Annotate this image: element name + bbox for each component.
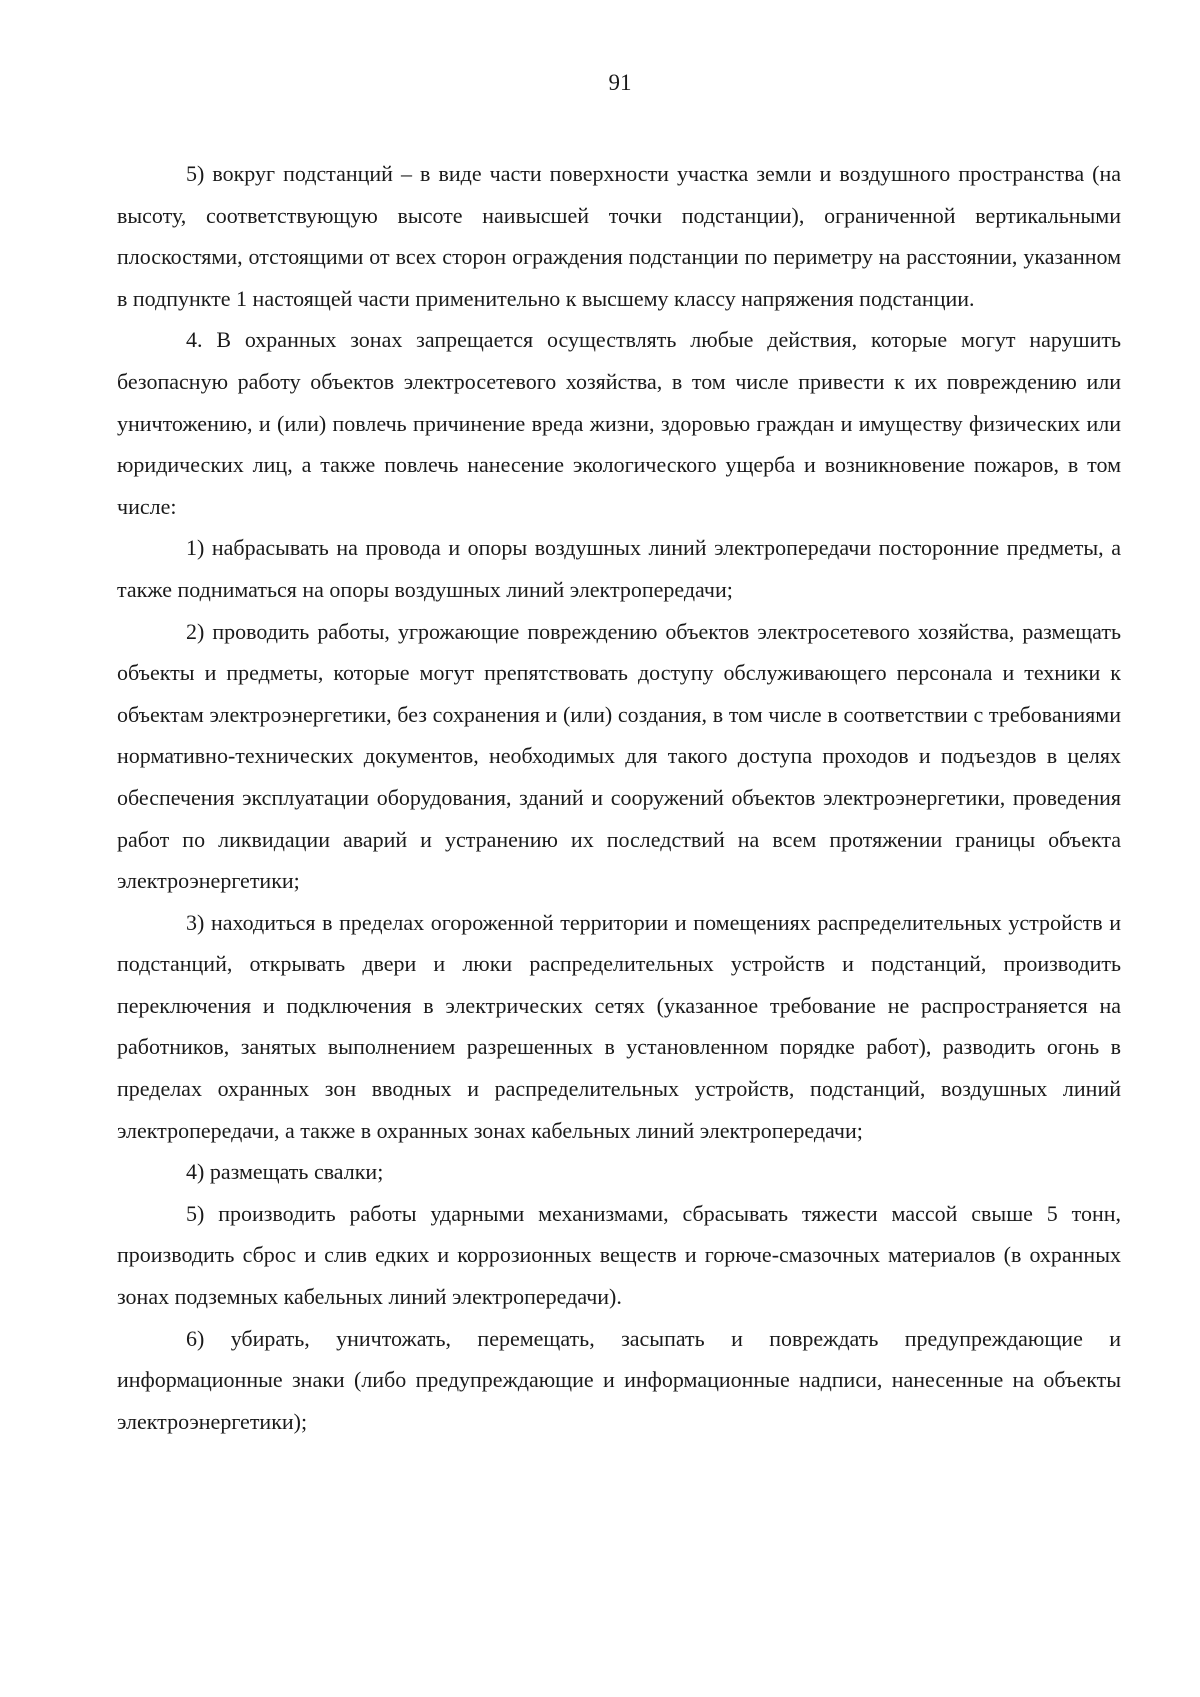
document-body bbox=[117, 153, 1121, 1442]
paragraph-item-3: 3) находиться в пределах огороженной территории и помещениях распределительных устройств и подстанций, открывать двери и люки распределительных устройств и подстанций, производить переключения и подключения в электрических сетях (указанное требование не распространяется на работников, занятых выполнением разрешенных в установленном порядке работ), разводить огонь в пределах охранных зон вводных и распределительных устройств, подстанций, воздушных линий электропередачи, а также в охранных зонах кабельных линий электропередачи; bbox=[117, 909, 1121, 1143]
paragraph-item-1: 1) набрасывать на провода и опоры воздушных линий электропередачи посторонние предметы, а также подниматься на опоры воздушных линий электропередачи; bbox=[117, 535, 1121, 602]
paragraph-item-6: 6) убирать, уничтожать, перемещать, засыпать и повреждать предупреждающие и информационные знаки (либо предупреждающие и информационные надписи, нанесенные на объекты электроэнергетики); bbox=[117, 1325, 1121, 1434]
paragraph-prohibitions-intro: 4. В охранных зонах запрещается осуществлять любые действия, которые могут нарушить безопасную работу объектов электросетевого хозяйства, в том числе привести к их повреждению или уничтожению, и (или) повлечь причинение вреда жизни, здоровью граждан и имуществу физических или юридических лиц, а также повлечь нанесение экологического ущерба и возникновение пожаров, в том числе: bbox=[117, 327, 1121, 519]
paragraph-substations-zone: 5) вокруг подстанций – в виде части поверхности участка земли и воздушного пространства (на высоту, соответствующую высоте наивысшей точки подстанции), ограниченной вертикальными плоскостями, отстоящими от всех сторон ограждения подстанции по периметру на расстоянии, указанном в подпункте 1 настоящей части применительно к высшему классу напряжения подстанции. bbox=[117, 161, 1121, 311]
paragraph-item-4: 4) размещать свалки; bbox=[186, 1159, 384, 1185]
paragraph-item-2: 2) проводить работы, угрожающие повреждению объектов электросетевого хозяйства, размещать объекты и предметы, которые могут препятствовать доступу обслуживающего персонала и техники к объектам электроэнергетики, без сохранения и (или) создания, в том числе в соответствии с требованиями нормативно-технических документов, необходимых для такого доступа проходов и подъездов в целях обеспечения эксплуатации оборудования, зданий и сооружений объектов электроэнергетики, проведения работ по ликвидации аварий и устранению их последствий на всем протяжении границы объекта электроэнергетики; bbox=[117, 618, 1121, 894]
page-number: 91 bbox=[608, 70, 632, 95]
paragraph-item-5: 5) производить работы ударными механизмами, сбрасывать тяжести массой свыше 5 тонн, производить сброс и слив едких и коррозионных веществ и горюче-смазочных материалов (в охранных зонах подземных кабельных линий электропередачи). bbox=[117, 1200, 1121, 1310]
